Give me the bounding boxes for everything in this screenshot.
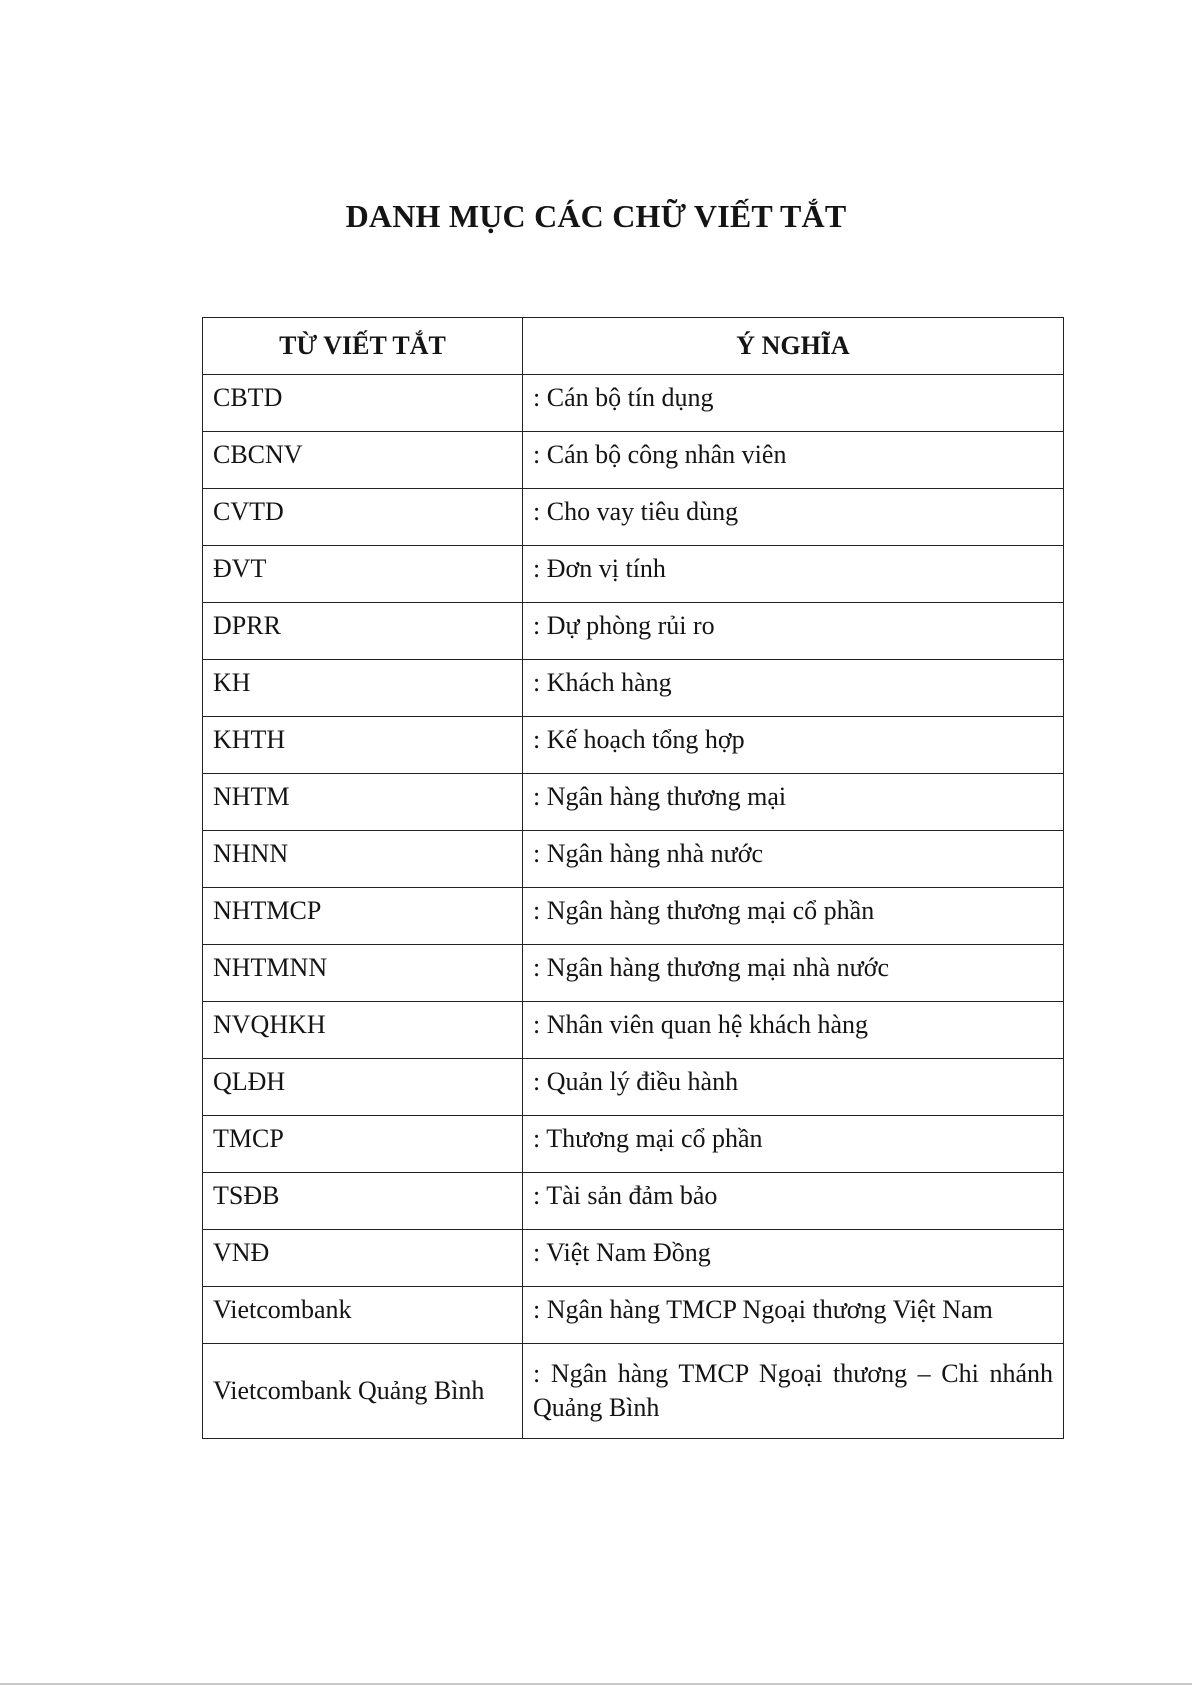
table-row [203, 1287, 1064, 1344]
abbreviation-cell: DPRR [203, 603, 523, 660]
table-row [203, 717, 1064, 774]
table-row [203, 1173, 1064, 1230]
meaning-cell: : Ngân hàng thương mại [523, 774, 1064, 831]
abbreviation-cell: NHTMNN [203, 945, 523, 1002]
meaning-cell: : Ngân hàng thương mại nhà nước [523, 945, 1064, 1002]
meaning-cell: : Kế hoạch tổng hợp [523, 717, 1064, 774]
abbreviation-cell: Vietcombank Quảng Bình [203, 1344, 523, 1439]
meaning-cell: : Ngân hàng TMCP Ngoại thương – Chi nhánh Quảng Bình [523, 1344, 1064, 1439]
meaning-cell: : Cán bộ tín dụng [523, 375, 1064, 432]
meaning-cell: : Khách hàng [523, 660, 1064, 717]
meaning-cell: : Tài sản đảm bảo [523, 1173, 1064, 1230]
page-title: DANH MỤC CÁC CHỮ VIẾT TẮT [345, 198, 847, 234]
abbreviation-cell: NHTM [203, 774, 523, 831]
table-row [203, 660, 1064, 717]
abbreviation-cell: KHTH [203, 717, 523, 774]
meaning-cell: : Nhân viên quan hệ khách hàng [523, 1002, 1064, 1059]
meaning-cell: : Ngân hàng nhà nước [523, 831, 1064, 888]
table-row [203, 831, 1064, 888]
meaning-cell: : Thương mại cổ phần [523, 1116, 1064, 1173]
table-row [203, 1116, 1064, 1173]
abbreviation-cell: TMCP [203, 1116, 523, 1173]
meaning-cell: : Cán bộ công nhân viên [523, 432, 1064, 489]
table-row [203, 1230, 1064, 1287]
abbreviation-table [202, 317, 1064, 1439]
meaning-cell: : Cho vay tiêu dùng [523, 489, 1064, 546]
meaning-cell: : Đơn vị tính [523, 546, 1064, 603]
table-row [203, 603, 1064, 660]
abbreviation-cell: Vietcombank [203, 1287, 523, 1344]
abbreviation-cell: CBCNV [203, 432, 523, 489]
abbreviation-cell: TSĐB [203, 1173, 523, 1230]
header-meaning: Ý NGHĨA [523, 318, 1064, 375]
header-abbreviation: TỪ VIẾT TẮT [203, 318, 523, 375]
abbreviation-cell: QLĐH [203, 1059, 523, 1116]
table-header-row [203, 318, 1064, 375]
table-row [203, 888, 1064, 945]
abbreviation-cell: CBTD [203, 375, 523, 432]
abbreviation-cell: KH [203, 660, 523, 717]
table-row [203, 774, 1064, 831]
meaning-cell: : Việt Nam Đồng [523, 1230, 1064, 1287]
table-row [203, 1344, 1064, 1439]
table-row [203, 546, 1064, 603]
table-row [203, 1002, 1064, 1059]
abbreviation-cell: CVTD [203, 489, 523, 546]
meaning-cell: : Ngân hàng thương mại cổ phần [523, 888, 1064, 945]
meaning-cell: : Ngân hàng TMCP Ngoại thương Việt Nam [523, 1287, 1064, 1344]
table-row [203, 432, 1064, 489]
meaning-cell: : Dự phòng rủi ro [523, 603, 1064, 660]
table-row [203, 489, 1064, 546]
abbreviation-cell: VNĐ [203, 1230, 523, 1287]
abbreviation-cell: NHTMCP [203, 888, 523, 945]
meaning-cell: : Quản lý điều hành [523, 1059, 1064, 1116]
table-row [203, 375, 1064, 432]
table-row [203, 945, 1064, 1002]
abbreviation-cell: NHNN [203, 831, 523, 888]
table-row [203, 1059, 1064, 1116]
abbreviation-cell: NVQHKH [203, 1002, 523, 1059]
abbreviation-cell: ĐVT [203, 546, 523, 603]
